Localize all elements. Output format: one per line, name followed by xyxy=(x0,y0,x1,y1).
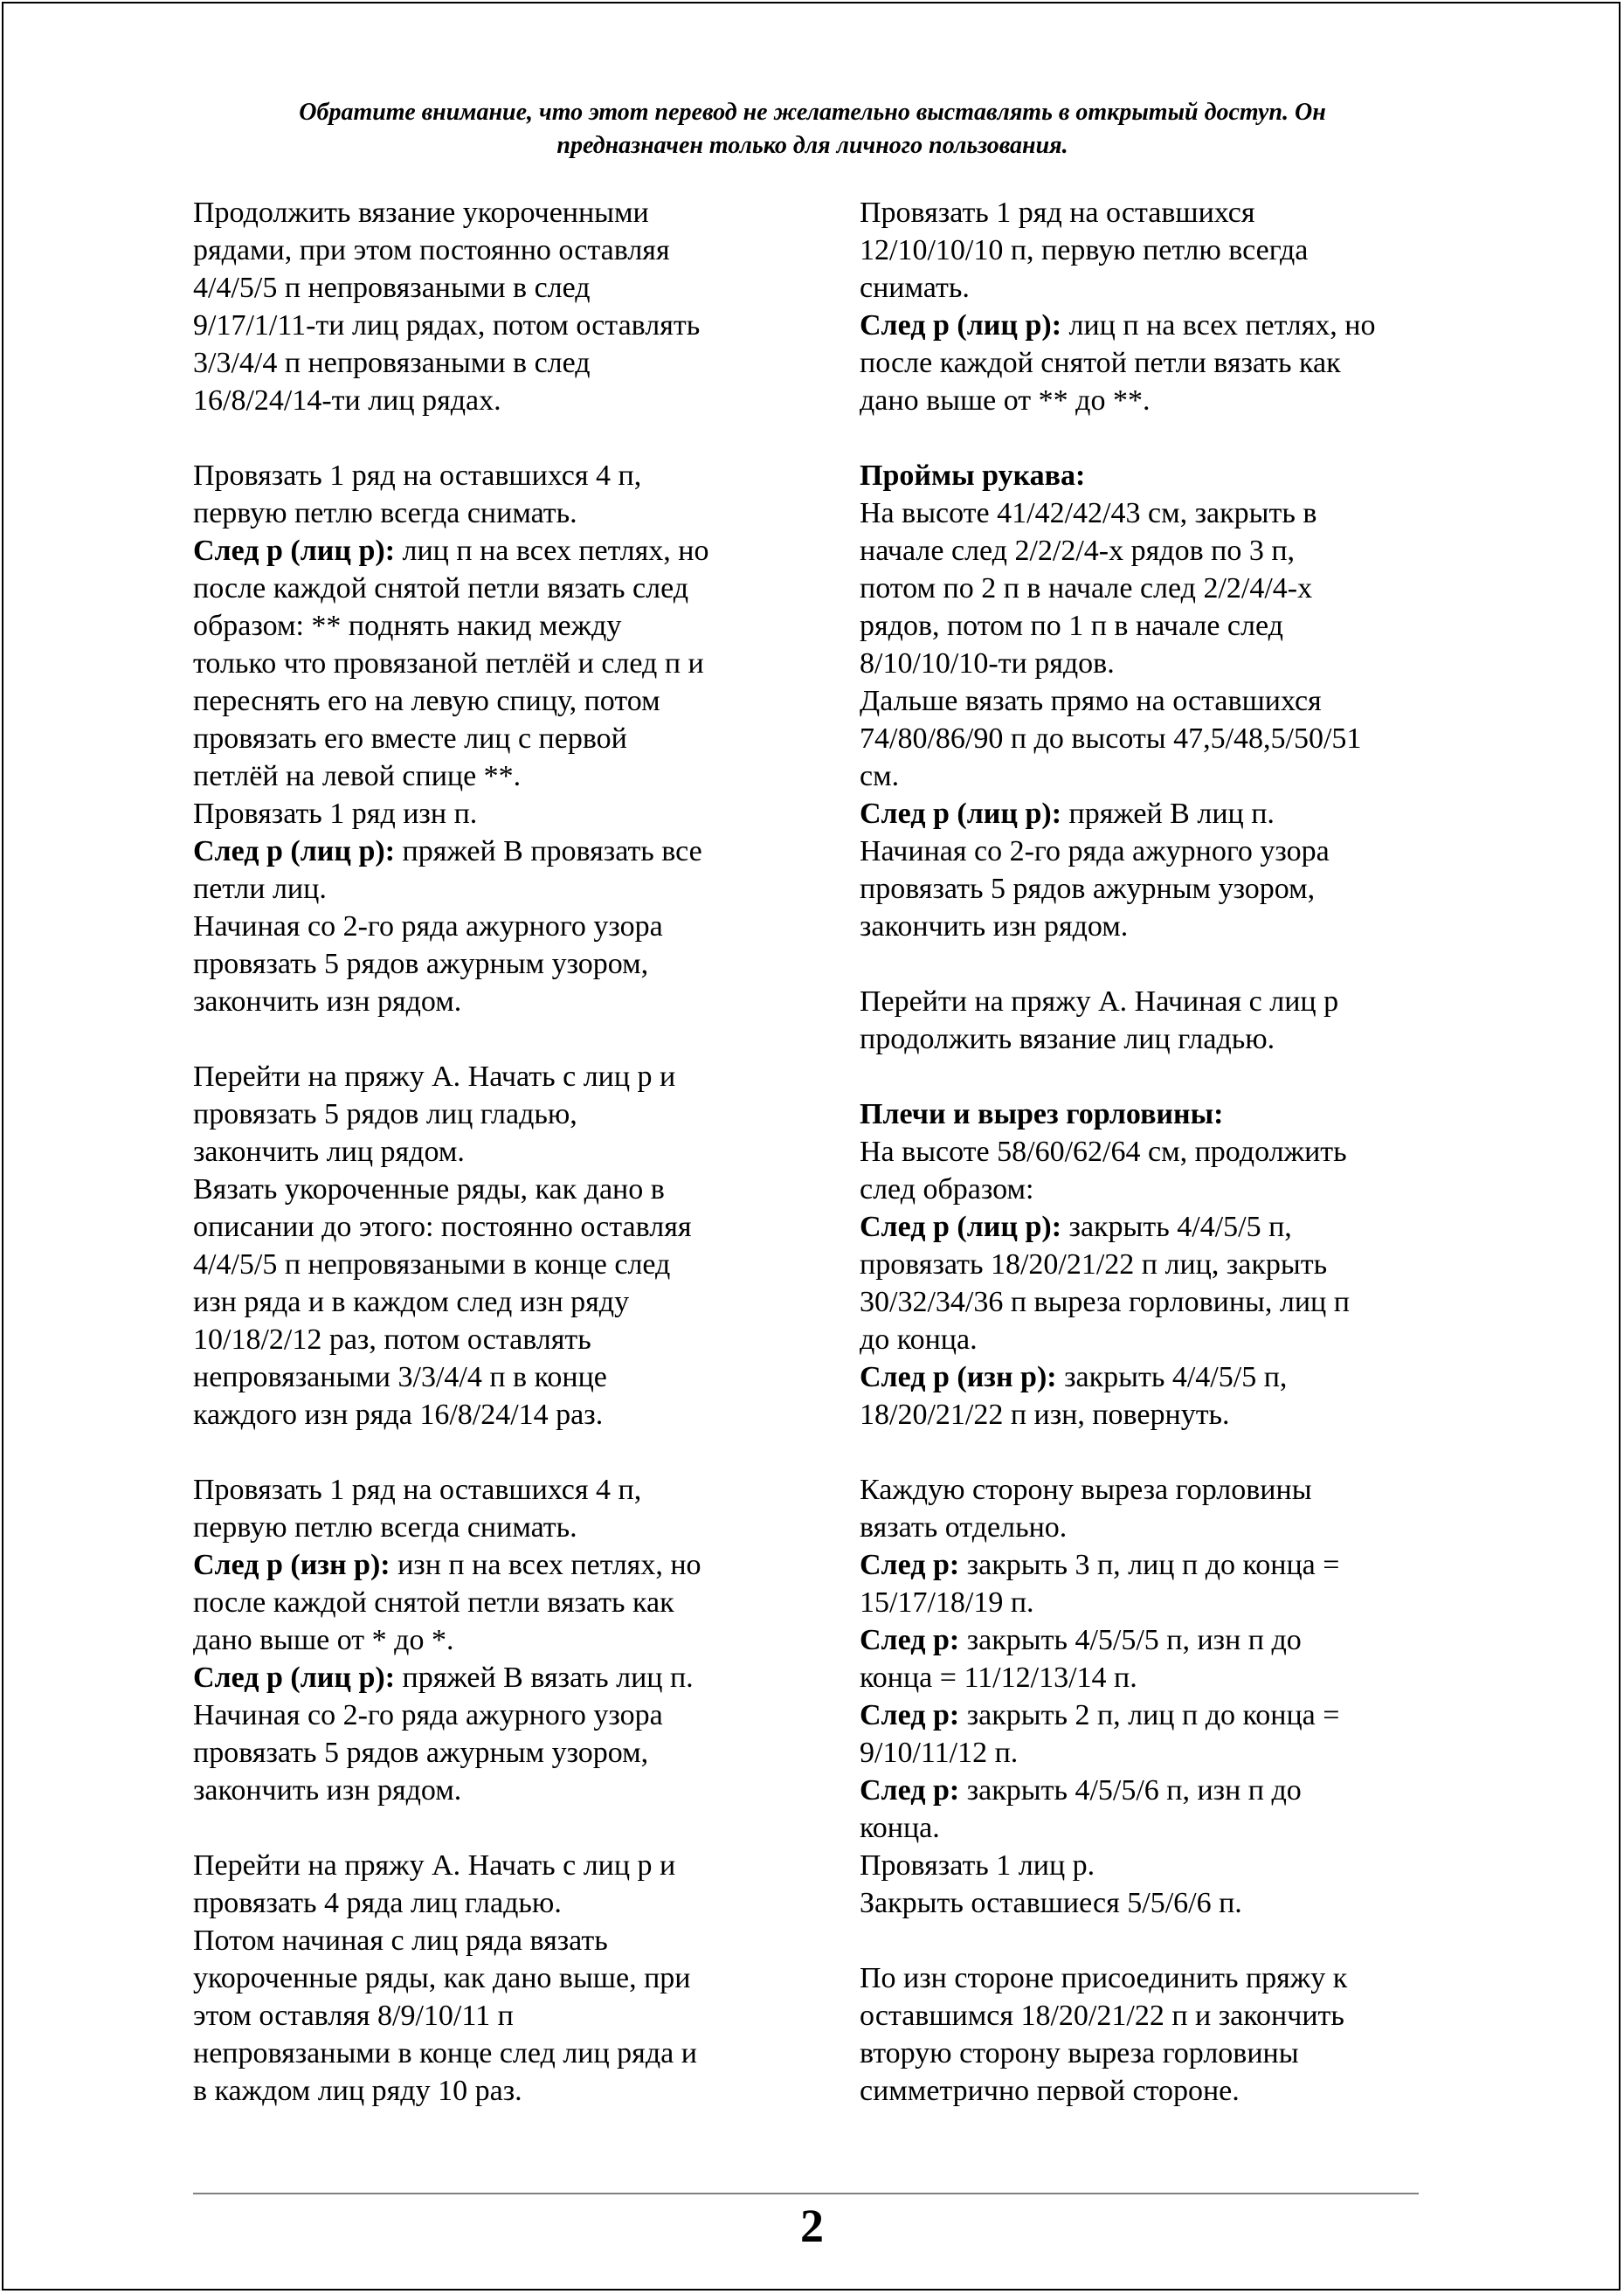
text-line xyxy=(193,645,805,682)
right-column xyxy=(860,194,1471,2110)
text-line xyxy=(860,1621,1471,1659)
line-text: Начиная со 2-го ряда ажурного узора xyxy=(193,1699,663,1731)
line-text: Потом начиная с лиц ряда вязать xyxy=(193,1924,608,1957)
line-text: провязать 5 рядов ажурным узором, xyxy=(193,948,649,980)
paragraph-gap xyxy=(860,945,1471,983)
text-line xyxy=(193,269,805,307)
line-text: Начиная со 2-го ряда ажурного узора xyxy=(860,835,1330,867)
paragraph-gap xyxy=(193,1809,805,1847)
line-text: 12/10/10/10 п, первую петлю всегда xyxy=(860,234,1309,266)
line-text: закрыть 4/4/5/5 п, xyxy=(1061,1211,1292,1243)
line-text: 74/80/86/90 п до высоты 47,5/48,5/50/51 xyxy=(860,722,1362,755)
line-text: изн ряда и в каждом след изн ряду xyxy=(193,1286,630,1318)
footer-divider xyxy=(193,2193,1419,2194)
notice-line-2: предназначен только для личного пользования. xyxy=(556,132,1068,159)
text-line xyxy=(193,307,805,344)
line-text: 16/8/24/14-ти лиц рядах. xyxy=(193,384,501,417)
line-text: закрыть 4/5/5/6 п, изн п до xyxy=(959,1774,1302,1807)
text-line xyxy=(860,757,1471,795)
line-text: первую петлю всегда снимать. xyxy=(193,497,577,529)
bold-label: След р (лиц р): xyxy=(193,535,396,567)
line-text: закрыть 2 п, лиц п до конца = xyxy=(959,1699,1340,1731)
text-line xyxy=(193,757,805,795)
text-line xyxy=(860,983,1471,1020)
line-text: оставшимся 18/20/21/22 п и закончить xyxy=(860,2000,1344,2032)
text-line xyxy=(860,344,1471,382)
bold-label: След р (лиц р): xyxy=(860,1211,1062,1243)
text-line xyxy=(860,2035,1471,2072)
line-text: По изн стороне присоединить пряжу к xyxy=(860,1962,1348,1994)
text-line xyxy=(860,1584,1471,1621)
text-line xyxy=(860,645,1471,682)
text-line xyxy=(193,344,805,382)
line-text: вторую сторону выреза горловины xyxy=(860,2037,1299,2069)
text-line xyxy=(860,307,1471,344)
text-line xyxy=(860,1546,1471,1584)
text-line xyxy=(193,1358,805,1396)
bold-label: След р: xyxy=(860,1549,960,1581)
bold-label: След р (лиц р): xyxy=(860,309,1062,342)
line-text: конца = 11/12/13/14 п. xyxy=(860,1662,1137,1694)
paragraph-gap xyxy=(193,1020,805,1058)
line-text: после каждой снятой петли вязать след xyxy=(193,572,689,605)
text-line xyxy=(193,1659,805,1696)
text-line xyxy=(193,1396,805,1434)
text-line xyxy=(193,682,805,720)
line-text: после каждой снятой петли вязать как xyxy=(860,347,1341,379)
text-line xyxy=(193,908,805,945)
line-text: 9/10/11/12 п. xyxy=(860,1737,1019,1769)
bold-label: След р (изн р): xyxy=(860,1361,1057,1393)
line-text: На высоте 41/42/42/43 см, закрыть в xyxy=(860,497,1317,529)
line-text: симметрично первой стороне. xyxy=(860,2075,1240,2107)
text-line xyxy=(860,1959,1471,1997)
text-line xyxy=(860,1133,1471,1171)
text-line xyxy=(860,795,1471,833)
line-text: лиц п на всех петлях, но xyxy=(395,535,709,567)
text-line xyxy=(860,682,1471,720)
paragraph-gap xyxy=(860,419,1471,457)
line-text: пряжей В провязать все xyxy=(395,835,702,867)
text-line xyxy=(860,570,1471,607)
text-line xyxy=(860,494,1471,532)
line-text: непровязаными в конце след лиц ряда и xyxy=(193,2037,697,2069)
bold-label: След р (лиц р): xyxy=(193,1662,396,1694)
line-text: этом оставляя 8/9/10/11 п xyxy=(193,2000,514,2032)
line-text: потом по 2 п в начале след 2/2/4/4-х xyxy=(860,572,1313,605)
line-text: изн п на всех петлях, но xyxy=(390,1549,701,1581)
text-line xyxy=(193,1058,805,1095)
text-line xyxy=(193,1095,805,1133)
line-text: снимать. xyxy=(860,272,970,304)
bold-label: След р: xyxy=(860,1774,960,1807)
text-line xyxy=(193,1133,805,1171)
text-line xyxy=(860,1283,1471,1321)
bold-label: След р: xyxy=(860,1699,960,1731)
text-line xyxy=(193,1847,805,1884)
text-line xyxy=(860,1020,1471,1058)
text-line xyxy=(860,833,1471,870)
text-line xyxy=(193,457,805,494)
text-line xyxy=(860,1659,1471,1696)
line-text: Провязать 1 ряд на оставшихся 4 п, xyxy=(193,1474,642,1506)
text-line xyxy=(860,1884,1471,1922)
text-line xyxy=(860,1321,1471,1358)
line-text: описании до этого: постоянно оставляя xyxy=(193,1211,692,1243)
text-line xyxy=(860,1471,1471,1509)
line-text: каждого изн ряда 16/8/24/14 раз. xyxy=(193,1399,604,1431)
line-text: Провязать 1 ряд изн п. xyxy=(193,798,478,830)
line-text: закончить изн рядом. xyxy=(860,910,1129,943)
line-text: 9/17/1/11-ти лиц рядах, потом оставлять xyxy=(193,309,701,342)
bold-label: Плечи и вырез горловины: xyxy=(860,1098,1224,1130)
line-text: укороченные ряды, как дано выше, при xyxy=(193,1962,691,1994)
text-line xyxy=(193,570,805,607)
line-text: 10/18/2/12 раз, потом оставлять xyxy=(193,1323,591,1356)
text-line xyxy=(193,1321,805,1358)
text-line xyxy=(193,833,805,870)
line-text: провязать 4 ряда лиц гладью. xyxy=(193,1887,562,1919)
text-line xyxy=(193,720,805,757)
line-text: закрыть 4/5/5/5 п, изн п до xyxy=(959,1624,1302,1656)
text-line xyxy=(860,870,1471,908)
line-text: провязать 5 рядов ажурным узором, xyxy=(860,873,1316,905)
text-line xyxy=(860,1734,1471,1772)
line-text: лиц п на всех петлях, но xyxy=(1061,309,1376,342)
line-text: закончить изн рядом. xyxy=(193,985,462,1018)
text-line xyxy=(193,1621,805,1659)
line-text: рядами, при этом постоянно оставляя xyxy=(193,234,670,266)
access-notice xyxy=(140,96,1485,162)
line-text: дано выше от * до *. xyxy=(193,1624,454,1656)
line-text: Закрыть оставшиеся 5/5/6/6 п. xyxy=(860,1887,1242,1919)
bold-label: След р (лиц р): xyxy=(860,798,1062,830)
text-line xyxy=(193,795,805,833)
line-text: закрыть 4/4/5/5 п, xyxy=(1056,1361,1288,1393)
line-text: Дальше вязать прямо на оставшихся xyxy=(860,685,1322,717)
line-text: закончить изн рядом. xyxy=(193,1774,462,1807)
bold-label: След р (изн р): xyxy=(193,1549,390,1581)
text-line xyxy=(860,1772,1471,1809)
text-line xyxy=(193,382,805,419)
text-line xyxy=(193,1208,805,1246)
line-text: до конца. xyxy=(860,1323,978,1356)
text-line xyxy=(193,1246,805,1283)
page-number: 2 xyxy=(800,2200,824,2252)
line-text: переснять его на левую спицу, потом xyxy=(193,685,660,717)
line-text: в каждом лиц ряду 10 раз. xyxy=(193,2075,522,2107)
line-text: Перейти на пряжу А. Начать с лиц р и xyxy=(193,1061,676,1093)
paragraph-gap xyxy=(860,1434,1471,1471)
line-text: Начиная со 2-го ряда ажурного узора xyxy=(193,910,663,943)
line-text: вязать отдельно. xyxy=(860,1511,1068,1544)
line-text: Провязать 1 ряд на оставшихся 4 п, xyxy=(193,459,642,492)
text-line xyxy=(860,532,1471,570)
text-line xyxy=(193,1772,805,1809)
text-line xyxy=(860,1509,1471,1546)
text-line xyxy=(860,1696,1471,1734)
line-text: закрыть 3 п, лиц п до конца = xyxy=(959,1549,1340,1581)
line-text: 4/4/5/5 п непровязаными в след xyxy=(193,272,591,304)
paragraph-gap xyxy=(193,1434,805,1471)
line-text: Провязать 1 лиц р. xyxy=(860,1849,1095,1882)
text-line xyxy=(193,1696,805,1734)
line-text: закончить лиц рядом. xyxy=(193,1136,465,1168)
text-line xyxy=(193,1734,805,1772)
text-line xyxy=(193,1922,805,1959)
text-line xyxy=(860,382,1471,419)
text-line xyxy=(860,1847,1471,1884)
text-line xyxy=(193,607,805,645)
text-line xyxy=(193,194,805,231)
line-text: Перейти на пряжу А. Начать с лиц р и xyxy=(193,1849,676,1882)
line-text: непровязаными 3/3/4/4 п в конце xyxy=(193,1361,607,1393)
line-text: конца. xyxy=(860,1812,940,1844)
text-line xyxy=(860,1809,1471,1847)
text-line xyxy=(193,1509,805,1546)
text-line xyxy=(193,2072,805,2110)
line-text: провязать 18/20/21/22 п лиц, закрыть xyxy=(860,1248,1328,1281)
line-text: Перейти на пряжу А. Начиная с лиц р xyxy=(860,985,1339,1018)
line-text: провязать 5 рядов ажурным узором, xyxy=(193,1737,649,1769)
line-text: На высоте 58/60/62/64 см, продолжить xyxy=(860,1136,1347,1168)
bold-label: Проймы рукава: xyxy=(860,459,1086,492)
line-text: Продолжить вязание укороченными xyxy=(193,197,649,229)
line-text: 4/4/5/5 п непровязаными в конце след xyxy=(193,1248,671,1281)
paragraph-gap xyxy=(860,1058,1471,1095)
left-column xyxy=(193,194,805,2110)
text-line xyxy=(860,1396,1471,1434)
text-line xyxy=(860,720,1471,757)
text-line xyxy=(193,1546,805,1584)
text-line xyxy=(860,1358,1471,1396)
line-text: 15/17/18/19 п. xyxy=(860,1586,1034,1619)
line-text: 3/3/4/4 п непровязаными в след xyxy=(193,347,591,379)
text-line xyxy=(193,532,805,570)
line-text: провязать его вместе лиц с первой xyxy=(193,722,627,755)
text-line xyxy=(193,231,805,269)
text-line xyxy=(860,1095,1471,1133)
text-line xyxy=(193,945,805,983)
text-line xyxy=(860,231,1471,269)
line-text: провязать 5 рядов лиц гладью, xyxy=(193,1098,577,1130)
line-text: пряжей В лиц п. xyxy=(1061,798,1275,830)
line-text: только что провязаной петлёй и след п и xyxy=(193,647,704,680)
text-line xyxy=(193,1997,805,2035)
text-line xyxy=(860,908,1471,945)
line-text: дано выше от ** до **. xyxy=(860,384,1151,417)
text-line xyxy=(193,1171,805,1208)
text-line xyxy=(193,983,805,1020)
line-text: пряжей В вязать лиц п. xyxy=(395,1662,694,1694)
line-text: после каждой снятой петли вязать как xyxy=(193,1586,674,1619)
text-line xyxy=(860,457,1471,494)
bold-label: След р: xyxy=(860,1624,960,1656)
line-text: Каждую сторону выреза горловины xyxy=(860,1474,1312,1506)
text-line xyxy=(193,1884,805,1922)
paragraph-gap xyxy=(193,419,805,457)
text-line xyxy=(193,2035,805,2072)
text-line xyxy=(193,1471,805,1509)
text-line xyxy=(860,194,1471,231)
line-text: см. xyxy=(860,760,900,792)
line-text: образом: ** поднять накид между xyxy=(193,610,622,642)
text-line xyxy=(193,870,805,908)
line-text: Провязать 1 ряд на оставшихся xyxy=(860,197,1255,229)
paragraph-gap xyxy=(860,1922,1471,1959)
line-text: 30/32/34/36 п выреза горловины, лиц п xyxy=(860,1286,1350,1318)
text-line xyxy=(860,2072,1471,2110)
line-text: 18/20/21/22 п изн, повернуть. xyxy=(860,1399,1230,1431)
line-text: петлёй на левой спице **. xyxy=(193,760,522,792)
text-line xyxy=(860,1997,1471,2035)
line-text: 8/10/10/10-ти рядов. xyxy=(860,647,1115,680)
line-text: петли лиц. xyxy=(193,873,327,905)
line-text: Вязать укороченные ряды, как дано в xyxy=(193,1173,665,1206)
text-line xyxy=(860,607,1471,645)
notice-line-1: Обратите внимание, что этот перевод не желательно выставлять в открытый доступ. Он xyxy=(299,99,1326,126)
text-line xyxy=(860,1171,1471,1208)
text-line xyxy=(193,494,805,532)
line-text: начале след 2/2/2/4-х рядов по 3 п, xyxy=(860,535,1296,567)
text-line xyxy=(860,1208,1471,1246)
text-line xyxy=(193,1584,805,1621)
line-text: след образом: xyxy=(860,1173,1034,1206)
text-line xyxy=(860,269,1471,307)
text-line xyxy=(193,1959,805,1997)
line-text: рядов, потом по 1 п в начале след xyxy=(860,610,1283,642)
bold-label: След р (лиц р): xyxy=(193,835,396,867)
line-text: продолжить вязание лиц гладью. xyxy=(860,1023,1275,1055)
line-text: первую петлю всегда снимать. xyxy=(193,1511,577,1544)
text-line xyxy=(860,1246,1471,1283)
text-line xyxy=(193,1283,805,1321)
